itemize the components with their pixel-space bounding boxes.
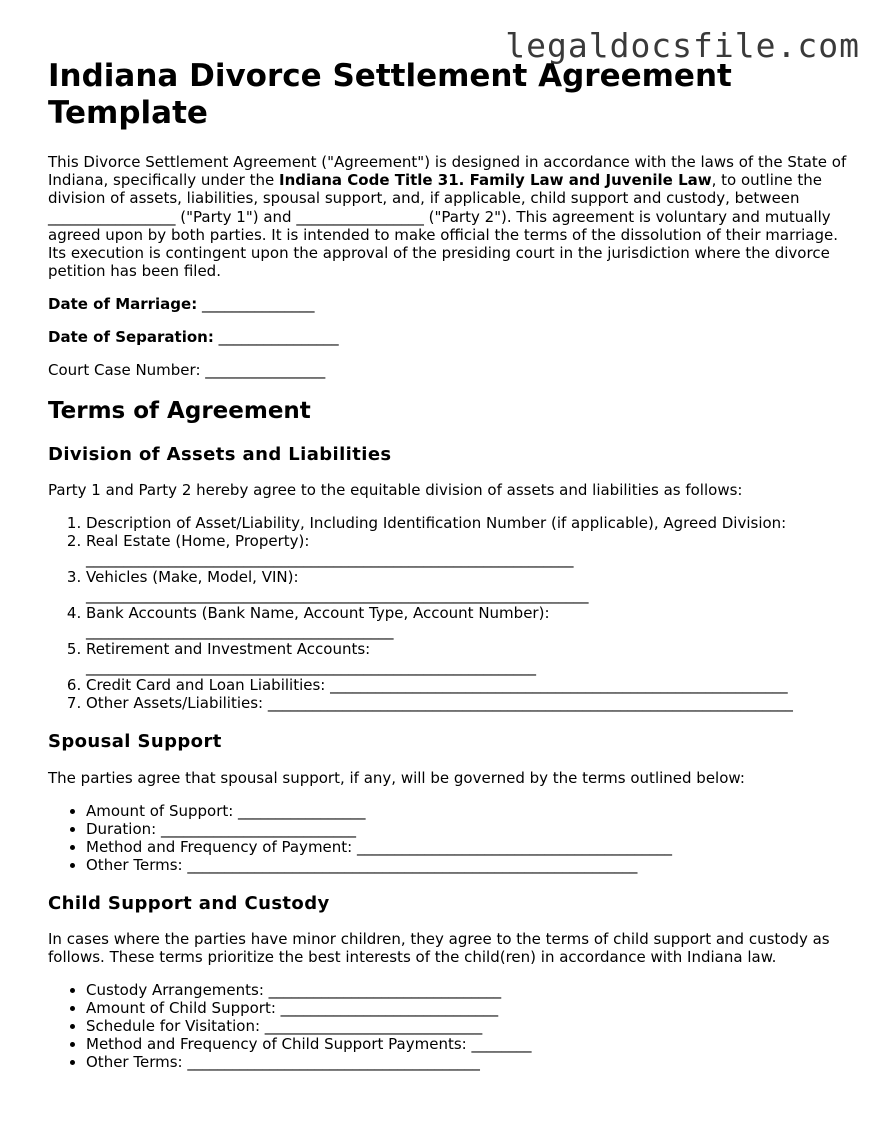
court-case-number-field: Court Case Number: ________________ xyxy=(48,361,326,379)
list-item: 7. Other Assets/Liabilities: ______________________________________________________________________ xyxy=(86,694,848,712)
date-of-marriage-field xyxy=(48,295,315,313)
intro-paragraph xyxy=(48,153,848,280)
list-item: • Other Terms: _______________________________________ xyxy=(86,1053,848,1071)
intro-text-2: , to outline the division of assets, liabilities, spousal support, and, if applicable, child support and custody, between _________________ ("Party 1") and _________________ ("Party 2"). This agreement is voluntary and mutually agreed upon by both parties. It is intended to make official the terms of the dissolution of their marriage. Its execution is contingent upon the approval of the presiding court in the jurisdiction where the divorce petition has been filed. xyxy=(48,171,839,281)
list-item: 2. Real Estate (Home, Property): _________________________________________________________________ xyxy=(86,532,848,568)
intro-text-1: This Divorce Settlement Agreement ("Agreement") is designed in accordance with the laws of the State of Indiana, specifically under the xyxy=(48,153,847,190)
document-title: Indiana Divorce Settlement Agreement Template xyxy=(48,58,732,131)
assets-heading: Division of Assets and Liabilities xyxy=(48,444,392,465)
intro-code-reference: Indiana Code Title 31. Family Law and Juvenile Law xyxy=(278,171,712,190)
watermark: legaldocsfile.com xyxy=(505,26,860,65)
list-item: • Custody Arrangements: _______________________________ xyxy=(86,981,848,999)
child-support-list xyxy=(48,981,848,1071)
list-item: 1. Description of Asset/Liability, Including Identification Number (if applicable), Agreed Division: xyxy=(86,514,848,532)
assets-intro: Party 1 and Party 2 hereby agree to the equitable division of assets and liabilities as follows: xyxy=(48,481,743,499)
list-item: 6. Credit Card and Loan Liabilities: _____________________________________________________________ xyxy=(86,676,848,694)
list-item: • Duration: __________________________ xyxy=(86,820,848,838)
list-item: • Method and Frequency of Payment: __________________________________________ xyxy=(86,838,848,856)
child-support-heading: Child Support and Custody xyxy=(48,893,330,914)
date-of-separation-label: Date of Separation: xyxy=(48,328,214,346)
terms-heading: Terms of Agreement xyxy=(48,398,311,424)
child-support-intro: In cases where the parties have minor children, they agree to the terms of child support and custody as follows. These terms prioritize the best interests of the child(ren) in accordance with Indiana law. xyxy=(48,930,830,966)
list-item: • Method and Frequency of Child Support Payments: ________ xyxy=(86,1035,848,1053)
list-item: • Schedule for Visitation: _____________________________ xyxy=(86,1017,848,1035)
list-item: 5. Retirement and Investment Accounts: ____________________________________________________________ xyxy=(86,640,848,676)
spousal-support-heading: Spousal Support xyxy=(48,731,222,752)
date-of-marriage-label: Date of Marriage: xyxy=(48,295,198,313)
assets-list xyxy=(48,514,848,712)
list-item: • Amount of Support: _________________ xyxy=(86,802,848,820)
list-item: 3. Vehicles (Make, Model, VIN): ___________________________________________________________________ xyxy=(86,568,848,604)
spousal-support-intro: The parties agree that spousal support, if any, will be governed by the terms outlined below: xyxy=(48,769,745,787)
list-item: 4. Bank Accounts (Bank Name, Account Type, Account Number): _________________________________________ xyxy=(86,604,848,640)
date-of-separation-blank: ________________ xyxy=(213,328,339,346)
list-item: • Other Terms: ____________________________________________________________ xyxy=(86,856,848,874)
date-of-marriage-blank: _______________ xyxy=(197,295,315,313)
list-item: • Amount of Child Support: _____________________________ xyxy=(86,999,848,1017)
spousal-support-list xyxy=(48,802,848,874)
date-of-separation-field xyxy=(48,328,339,346)
